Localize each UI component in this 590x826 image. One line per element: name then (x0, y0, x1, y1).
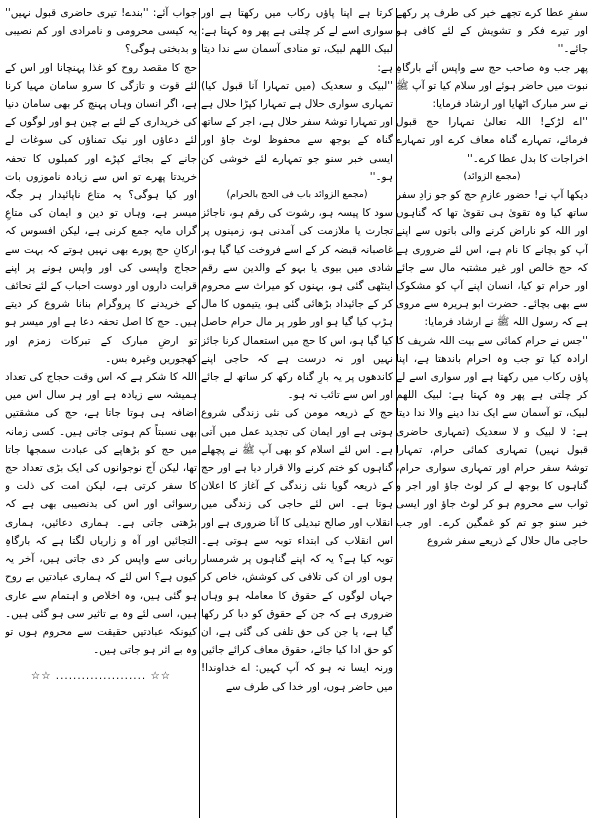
paragraph: حج کے ذریعہ مومن کی نئی زندگی شروع ہوتی ہے اور ایمان کی تجدید عمل میں آتی ہے۔ اس لئے اسلام کو بھی آپ ﷺ نے پچھلے گناہوں کو ختم کرنے والا قرار دیا ہے اور حج کے ذریعہ گویا نئی زندگی کے آغاز کا اعلان ہوتا ہے۔ اس لئے حاجی کی زندگی میں انقلاب اور صالح تبدیلی کا آنا ضروری ہے اور اس انقلاب کی ابتداء توبہ سے ہوتی ہے۔ توبہ کیا ہے؟ یہ کہ اپنے گناہوں پر شرمسار ہوں اور ان کی تلافی کی کوشش، خاص کر جہاں لوگوں کے حقوق کا معاملہ ہو وہاں ضروری ہے کہ جن کے حقوق کو دبا کر رکھا گیا ہے، یا جن کی حق تلفی کی گئی ہے، ان کو حق ادا کیا جائے، حقوق معاف کرائے جائیں ورنہ ایسا نہ ہو کہ آپ کہیں: اے خداوندا! میں حاضر ہوں، اور خدا کی طرف سے (201, 407, 393, 693)
paragraph: دیکھا آپ نے! حضور عازمِ حج کو جو زادِ سفر ساتھ کیا وہ تقویٰ ہی تقویٰ تھا کہ گناہوں اور اللہ کو ناراض کرنے والی باتوں سے اپنے آپ کو بچانے کا نام ہے، اس لئے ضروری ہے کہ حج خالص اور غیر مشتبہ مال سے جائے اور حرام تو کیا، انسان اپنے آپ کو مشکوک سے بھی بچائے۔ حضرت ابو ہریرہ سے مروی ہے کہ رسول اللہ ﷺ نے ارشاد فرمایا: (396, 189, 588, 329)
column-left (5, 4, 197, 822)
paragraph: کرتا ہے اپنا پاؤں رکاب میں رکھتا ہے اور سواری اسے لے کر چلتی ہے پھر وہ کہتا ہے: لبیک اللھم لبیک، تو منادی آسمان سے ندا دیتا ہے: (201, 7, 393, 74)
magazine-page (4, 4, 586, 822)
citation: (مجمع الزوائد) (463, 170, 521, 182)
hadith-quote: ''لبیک و سعدیک (میں تمہارا آنا قبول کیا) تمہاری سواری حلال ہے تمہارا کپڑا حلال ہے اور تمہارا توشۂ سفر حلال ہے، اجر کے ساتھ گناہ کے بوجھ سے محفوظ لوٹ جاؤ اور ایسی خبر سنو جو تمہارے لئے خوشی کن ہو۔'' (201, 79, 393, 183)
column-right (396, 4, 588, 822)
column-divider (199, 8, 200, 818)
hadith-quote: ''جس نے حرام کمائی سے بیت اللہ شریف کا ارادہ کیا تو جب وہ احرام باندھتا ہے، اپنا پاؤں رکاب میں رکھتا ہے اور سواری اسے لے کر چلتی ہے پھر وہ کہتا ہے: لبیک اللھم لبیک، تو آسمان سے ایک ندا دینے والا ندا دیتا ہے: لا لبیک و لا سعدیک (تمہاری حاضری قبول نہیں) تمہاری کمائی حرام، تمہارا توشۂ سفر حرام اور تمہاری سواری حرام، گناہوں کا بوجھ لے کر لوٹ جاؤ اور اجر و ثواب سے محروم ہو کر لوٹ جاؤ اور ایسی خبر سنو جو تم کو غمگین کرے۔ اور جب حاجی مال حلال کے ذریعے سفر شروع (396, 334, 588, 547)
paragraph: پھر جب وہ صاحب حج سے واپس آئے بارگاہِ نبوت میں حاضر ہوئے اور سلام کیا تو آپ ﷺ نے سر مبارک اٹھایا اور ارشاد فرمایا: (396, 61, 588, 111)
citation: (مجمع الزوائد باب فی الحج بالحرام) (226, 189, 368, 201)
paragraph: حج کا مقصد روح کو غذا پہنچانا اور اس کے لئے قوت و تازگی کا سرو سامان مہیا کرنا ہے، اگر انسان وہاں پہنچ کر بھی سامان دنیا کی خریداری کے لئے بے چین ہو اور لوگوں کے لئے دعاؤں اور نیک تمناؤں کی سوغات لے جانے کے بجائے کپڑے اور کمبلوں کا تحفہ خریدتا پھرے تو اس سے زیادہ ناموزوں بات اور کیا ہوگی؟ یہ متاع ناپائیدار ہر جگہ میسر ہے، وہاں تو دین و ایمان کی متاعِ گراں مایہ جمع کرنی ہے، لیکن افسوس کہ ارکانِ حج پورے بھی نہیں ہوتے کہ بہت سے حجاج واپسی کی اور واپس ہونے پر اپنے قرابت داروں اور دوست احباب کے لئے تحائف کے خریدنے کا پروگرام بنانا شروع کر دیتے ہیں۔ حج کا اصل تحفہ دعا ہے اور میسر ہو تو ارضِ مبارک کے تبرکات زمزم اور کھجوریں وغیرہ بس۔ (5, 61, 197, 365)
end-ornament: ☆☆ ..................... ☆☆ (30, 670, 172, 683)
paragraph: سود کا پیسہ ہو، رشوت کی رقم ہو، ناجائز تجارت یا ملازمت کی آمدنی ہو، زمینوں پر غاصبانہ قبضہ کر کے اسے فروخت کیا گیا ہو، شادی میں بیوی یا بہو کے والدین سے رقم اینٹھی گئی ہو، بہنوں کو میراث سے محروم کر کے جائیداد بڑھائی گئی ہو، یتیموں کا مال ہڑپ کیا گیا ہو اور طور پر مال حرام حاصل کیا گیا ہو، اس کا حج میں استعمال کرنا جائز نہیں اور نہ درست ہے کہ حاجی اپنے کاندھوں پر یہ بارِ گناہ رکھ کر ساتھ لے جائے اور اس سے تائب نہ ہو۔ (201, 207, 393, 402)
paragraph: جواب آئے: ''بندے! تیری حاضری قبول نہیں'' یہ کیسی محرومی و نامرادی اور کم نصیبی و بدبختی ہوگی؟ (5, 7, 197, 56)
column-middle (201, 4, 393, 822)
hadith-quote: ''اے لڑکے! اللہ تعالیٰ تمہارا حج قبول فرمائے، تمہارے گناہ معاف کرے اور تمہارے اخراجات کا بدل عطا کرے۔'' (396, 116, 588, 165)
paragraph: اللہ کا شکر ہے کہ اس وقت حجاج کی تعداد ہمیشہ سے زیادہ ہے اور ہر سال اس میں اضافہ ہی ہوتا جاتا ہے، حج کی مشقتیں بھی نسبتاً کم ہوتی جاتی ہیں۔ کسی زمانہ میں حج کو بڑھاپے کی عبادت سمجھا جاتا تھا، لیکن آج نوجوانوں کی ایک بڑی تعداد حج کا سفر کرتی ہے، لیکن امت کی ذلت و رسوائی اور اس کی بدنصیبی بھی ہے کہ بڑھتی جاتی ہے۔ ہماری دعائیں، ہماری التجائیں اور آہ و زاریاں لگتا ہے کہ بارگاہِ ربانی سے واپس کر دی جاتی ہیں، آخر یہ کیوں ہے؟ اس لئے کہ ہماری عبادتیں بے روح ہو گئی ہیں، وہ اخلاص و اہتمام سے عاری ہیں، اسی لئے وہ بے تاثیر سی ہو گئی ہیں۔ کیونکہ عبادتیں حقیقت سے محروم ہوں تو وہ بے اثر ہو جاتی ہیں۔ (5, 371, 197, 657)
paragraph: سفرِ عطا کرے تجھے خیر کی طرف پر رکھے اور تیرے فکر و تشویش کے لئے کافی ہو جائے۔'' (396, 7, 588, 56)
